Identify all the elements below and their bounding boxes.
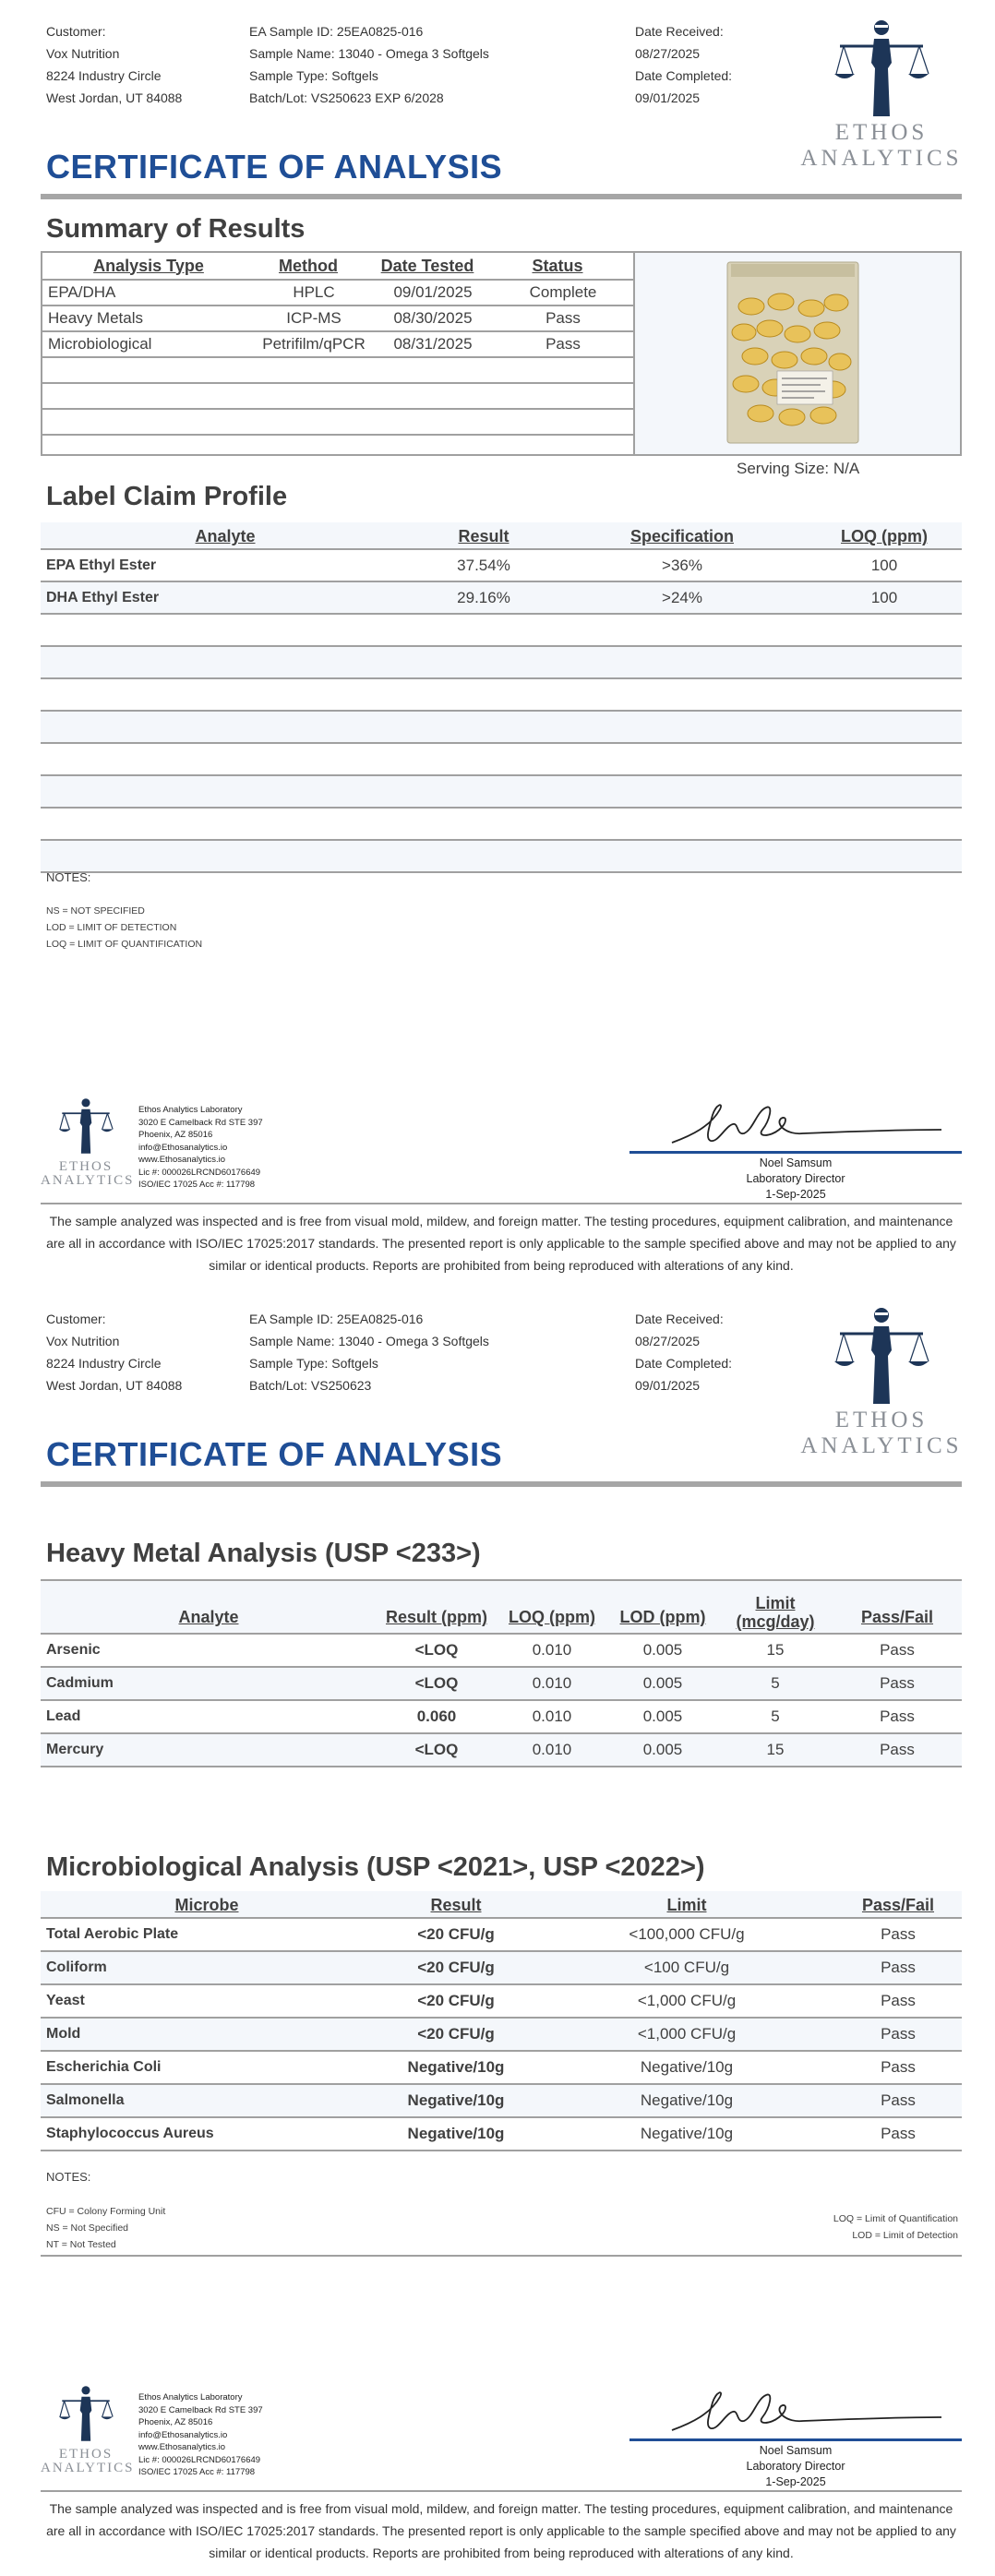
microbe-result: Negative/10g [407,2125,505,2142]
empty-row [42,410,633,436]
notes-list-left [46,2203,165,2253]
sample-block [249,20,489,109]
lab-line: www.Ethosanalytics.io [138,1155,225,1165]
analyte-result: 29.16% [457,588,510,606]
dates-block [635,1308,732,1396]
heavy-metals-title: Heavy Metal Analysis (USP <233>) [46,1539,481,1568]
metal-loq: 0.010 [532,1707,572,1725]
metal-result: 0.060 [416,1707,457,1725]
justice-scale-icon [831,17,932,120]
analyte-spec: >36% [662,556,702,574]
microbe-limit: <1,000 CFU/g [637,2025,737,2043]
analyte-loq: 100 [870,588,898,606]
microbe-name: Mold [46,2026,81,2042]
note-item: NT = Not Tested [46,2239,116,2250]
justice-scale-icon [56,1096,115,1156]
empty-row [41,774,962,807]
summary-header-method: Method [279,256,338,275]
signature-line [629,2438,962,2441]
header-result: Result [458,527,509,545]
micro-title: Microbiological Analysis (USP <2021>, USP <2022>) [46,1852,705,1882]
analysis-type: Heavy Metals [48,309,143,327]
metal-name: Lead [46,1708,81,1724]
signer-title: Laboratory Director [746,2460,845,2473]
lab-line: ISO/IEC 17025 Acc #: 117798 [138,1180,256,1190]
lab-line: Lic #: 000026LRCND60176649 [138,2454,261,2465]
heavy-metals-header-row [41,1579,962,1633]
microbe-limit: Negative/10g [640,2125,734,2142]
notes-label: NOTES: [46,2170,91,2184]
customer-label: Customer: [46,24,106,39]
customer-name: Vox Nutrition [46,46,120,61]
empty-row [41,613,962,645]
label-claim-title: Label Claim Profile [46,482,288,511]
footer-logo [41,2384,135,2475]
summary-title: Summary of Results [46,214,306,244]
metal-pass-fail: Pass [880,1707,915,1725]
analyte-name: DHA Ethyl Ester [46,589,160,605]
dates-block [635,20,732,109]
microbe-pass-fail: Pass [881,2091,916,2109]
note-item: LOQ = Limit of Quantification [833,2213,958,2224]
lab-line: Ethos Analytics Laboratory [138,2392,243,2402]
microbe-result: <20 CFU/g [417,1959,495,1976]
header-loq: LOQ (ppm) [841,527,928,545]
serving-size: Serving Size: N/A [737,460,860,477]
notes-divider [41,2255,962,2257]
microbe-name: Total Aerobic Plate [46,1926,179,1942]
customer-block [46,20,182,109]
notes-list [46,903,202,953]
header-loq: LOQ (ppm) [509,1608,595,1626]
analysis-date: 08/31/2025 [393,335,473,353]
customer-block [46,1308,182,1396]
table-row [41,2050,962,2083]
table-row [41,581,962,613]
sample-name: Sample Name: 13040 - Omega 3 Softgels [249,46,489,61]
lab-line: info@Ethosanalytics.io [138,1142,228,1153]
sample-type: Sample Type: Softgels [249,1356,378,1371]
header-result: Result (ppm) [386,1608,487,1626]
date-completed: 09/01/2025 [635,1378,701,1393]
table-row [41,2116,962,2151]
microbe-pass-fail: Pass [881,2125,916,2142]
summary-header-status: Status [532,256,583,275]
signature-image [665,2386,960,2441]
customer-address-2: West Jordan, UT 84088 [46,90,183,105]
ethos-logo [798,1304,965,1459]
metal-limit: 5 [771,1674,780,1692]
signer-title: Laboratory Director [746,1172,845,1185]
signature-line [629,1151,962,1154]
microbe-name: Staphylococcus Aureus [46,2126,214,2141]
lab-line: info@Ethosanalytics.io [138,2429,228,2440]
sample-id: EA Sample ID: 25EA0825-016 [249,1312,424,1326]
signer-name: Noel Samsum [759,2444,833,2457]
disclaimer: The sample analyzed was inspected and is free from visual mold, mildew, and foreign matter. The testing procedures, equipment calibration, and maintenance are all in accordance with ISO/IEC 17025:2017 standards. The presented report is only applicable to the sample specified above and may not be applied to any similar or identical products. Reports are prohibited from being reproduced with alterations of any kind. [41,1203,962,1276]
date-completed-label: Date Completed: [635,1356,733,1371]
analysis-status: Pass [545,309,581,327]
metal-name: Arsenic [46,1642,101,1658]
analyte-spec: >24% [662,588,702,606]
heavy-metals-table [41,1579,962,1767]
analysis-type: EPA/DHA [48,283,116,301]
softgel-bag-image [724,260,862,445]
metal-limit: 5 [771,1707,780,1725]
lab-line: Phoenix, AZ 85016 [138,2417,213,2427]
summary-table-grid [42,253,635,454]
microbe-limit: Negative/10g [640,2058,734,2076]
header-pass-fail: Pass/Fail [860,1608,934,1626]
analysis-method: ICP-MS [286,309,342,327]
micro-table [41,1891,962,2151]
header-specification: Specification [629,527,735,545]
note-item: LOQ = LIMIT OF QUANTIFICATION [46,939,203,950]
note-item: CFU = Colony Forming Unit [46,2206,166,2217]
empty-row [41,710,962,742]
microbe-result: <20 CFU/g [417,2025,495,2043]
empty-row [41,742,962,774]
table-row [42,332,633,358]
summary-header-row [42,253,633,281]
note-item: NS = Not Specified [46,2223,129,2234]
sample-type: Sample Type: Softgels [249,68,378,83]
lab-line: ISO/IEC 17025 Acc #: 117798 [138,2467,256,2477]
label-claim-header-row [41,522,962,548]
logo-text-ethos: ETHOS [834,1408,929,1432]
microbe-pass-fail: Pass [881,2058,916,2076]
microbe-limit: <1,000 CFU/g [637,1992,737,2009]
table-row [41,1633,962,1666]
title-rule [41,194,962,199]
date-received-label: Date Received: [635,1312,724,1326]
header-lod: LOD (ppm) [619,1608,706,1626]
table-row [41,548,962,581]
signer-date: 1-Sep-2025 [765,2475,826,2488]
header-pass-fail: Pass/Fail [861,1896,935,1914]
header-analyte: Analyte [178,1608,239,1626]
microbe-result: <20 CFU/g [417,1992,495,2009]
table-row [41,1699,962,1732]
label-claim-table [41,522,962,873]
table-row [41,1666,962,1699]
metal-result: <LOQ [414,1741,459,1758]
date-received: 08/27/2025 [635,1334,701,1348]
empty-row [41,807,962,839]
customer-label: Customer: [46,1312,106,1326]
sample-photo-panel [635,253,960,454]
metal-limit: 15 [766,1641,785,1659]
table-row [41,1917,962,1950]
metal-name: Cadmium [46,1675,114,1691]
notes-label: NOTES: [46,870,91,884]
justice-scale-icon [56,2384,115,2443]
micro-header-row [41,1891,962,1917]
metal-pass-fail: Pass [880,1674,915,1692]
footer-logo [41,1096,135,1188]
header-limit [718,1594,833,1633]
date-received-label: Date Received: [635,24,724,39]
analysis-date: 08/30/2025 [393,309,473,327]
page-title: CERTIFICATE OF ANALYSIS [46,148,503,186]
microbe-result: Negative/10g [407,2091,505,2109]
lab-address [138,2391,263,2479]
metal-pass-fail: Pass [880,1641,915,1659]
metal-loq: 0.010 [532,1641,572,1659]
summary-table [41,251,962,456]
analysis-method: Petrifilm/qPCR [262,335,366,353]
signer-block [629,2443,962,2490]
metal-result: <LOQ [414,1641,459,1659]
logo-text-analytics: ANALYTICS [800,146,963,171]
empty-row [41,839,962,873]
table-row [42,306,633,332]
metal-name: Mercury [46,1742,104,1757]
batch-lot: Batch/Lot: VS250623 [249,1378,372,1393]
table-row [41,2017,962,2050]
batch-lot: Batch/Lot: VS250623 EXP 6/2028 [249,90,444,105]
page-title: CERTIFICATE OF ANALYSIS [46,1435,503,1473]
analyte-result: 37.54% [457,556,510,574]
metal-loq: 0.010 [532,1741,572,1758]
disclaimer: The sample analyzed was inspected and is free from visual mold, mildew, and foreign matter. The testing procedures, equipment calibration, and maintenance are all in accordance with ISO/IEC 17025:2017 standards. The presented report is only applicable to the sample specified above and may not be applied to any similar or identical products. Reports are prohibited from being reproduced with alterations of any kind. [41,2490,962,2564]
sample-name: Sample Name: 13040 - Omega 3 Softgels [249,1334,489,1348]
header-limit-line2: (mcg/day) [736,1612,815,1631]
note-item: LOD = LIMIT OF DETECTION [46,922,177,933]
logo-text-analytics: ANALYTICS [800,1433,963,1458]
customer-name: Vox Nutrition [46,1334,120,1348]
microbe-pass-fail: Pass [881,1959,916,1976]
sample-block [249,1308,489,1396]
lab-line: www.Ethosanalytics.io [138,2442,225,2452]
table-row [41,1983,962,2017]
empty-row [41,645,962,677]
analysis-type: Microbiological [48,335,152,353]
lab-line: 3020 E Camelback Rd STE 397 [138,2404,263,2415]
signer-date: 1-Sep-2025 [765,1188,826,1201]
metal-lod: 0.005 [642,1641,683,1659]
footer-logo-analytics: ANALYTICS [41,1173,135,1188]
metal-lod: 0.005 [642,1707,683,1725]
microbe-name: Yeast [46,1993,85,2008]
analysis-status: Pass [545,335,581,353]
signature-image [665,1098,960,1154]
date-completed: 09/01/2025 [635,90,701,105]
date-received: 08/27/2025 [635,46,701,61]
summary-header-date: Date Tested [380,256,474,275]
customer-address-1: 8224 Industry Circle [46,1356,162,1371]
table-row [42,281,633,306]
customer-address-1: 8224 Industry Circle [46,68,162,83]
analysis-status: Complete [529,283,597,301]
table-row [41,2083,962,2116]
analysis-method: HPLC [293,283,335,301]
note-item: NS = NOT SPECIFIED [46,905,145,917]
microbe-name: Salmonella [46,2092,125,2108]
microbe-pass-fail: Pass [881,2025,916,2043]
summary-header-analysis-type: Analysis Type [93,256,204,275]
table-row [41,1732,962,1767]
lab-line: Phoenix, AZ 85016 [138,1130,213,1140]
metal-limit: 15 [766,1741,785,1758]
header-microbe: Microbe [174,1896,239,1914]
microbe-name: Coliform [46,1959,107,1975]
lab-line: Ethos Analytics Laboratory [138,1105,243,1115]
signer-name: Noel Samsum [759,1156,833,1169]
lab-line: Lic #: 000026LRCND60176649 [138,1167,261,1178]
header-limit: Limit [666,1896,707,1914]
microbe-limit: <100 CFU/g [643,1959,730,1976]
coa-page-2 [0,1288,995,2575]
microbe-pass-fail: Pass [881,1992,916,2009]
table-row [41,1950,962,1983]
sample-id: EA Sample ID: 25EA0825-016 [249,24,424,39]
microbe-name: Escherichia Coli [46,2059,162,2075]
ethos-logo [798,17,965,172]
analyte-loq: 100 [870,556,898,574]
footer-logo-analytics: ANALYTICS [41,2461,135,2475]
microbe-limit: Negative/10g [640,2091,734,2109]
metal-result: <LOQ [414,1674,459,1692]
metal-loq: 0.010 [532,1674,572,1692]
note-item: LOD = Limit of Detection [852,2230,958,2241]
empty-row [42,384,633,410]
microbe-result: <20 CFU/g [417,1925,495,1943]
date-completed-label: Date Completed: [635,68,733,83]
logo-text-ethos: ETHOS [834,120,929,145]
metal-lod: 0.005 [642,1741,683,1758]
title-rule [41,1481,962,1487]
analysis-date: 09/01/2025 [393,283,473,301]
notes-list-right [833,2211,958,2244]
lab-line: 3020 E Camelback Rd STE 397 [138,1117,263,1128]
metal-pass-fail: Pass [880,1741,915,1758]
footer-logo-ethos: ETHOS [58,1159,114,1174]
signer-block [629,1156,962,1203]
header-result: Result [430,1896,482,1914]
empty-row [42,358,633,384]
lab-address [138,1104,263,1192]
customer-address-2: West Jordan, UT 84088 [46,1378,183,1393]
empty-row [41,677,962,710]
metal-lod: 0.005 [642,1674,683,1692]
analyte-name: EPA Ethyl Ester [46,557,157,573]
microbe-result: Negative/10g [407,2058,505,2076]
microbe-pass-fail: Pass [881,1925,916,1943]
microbe-limit: <100,000 CFU/g [629,1925,745,1943]
header-limit-line1: Limit [755,1594,796,1612]
footer-logo-ethos: ETHOS [58,2447,114,2462]
justice-scale-icon [831,1304,932,1408]
header-analyte: Analyte [195,527,256,545]
